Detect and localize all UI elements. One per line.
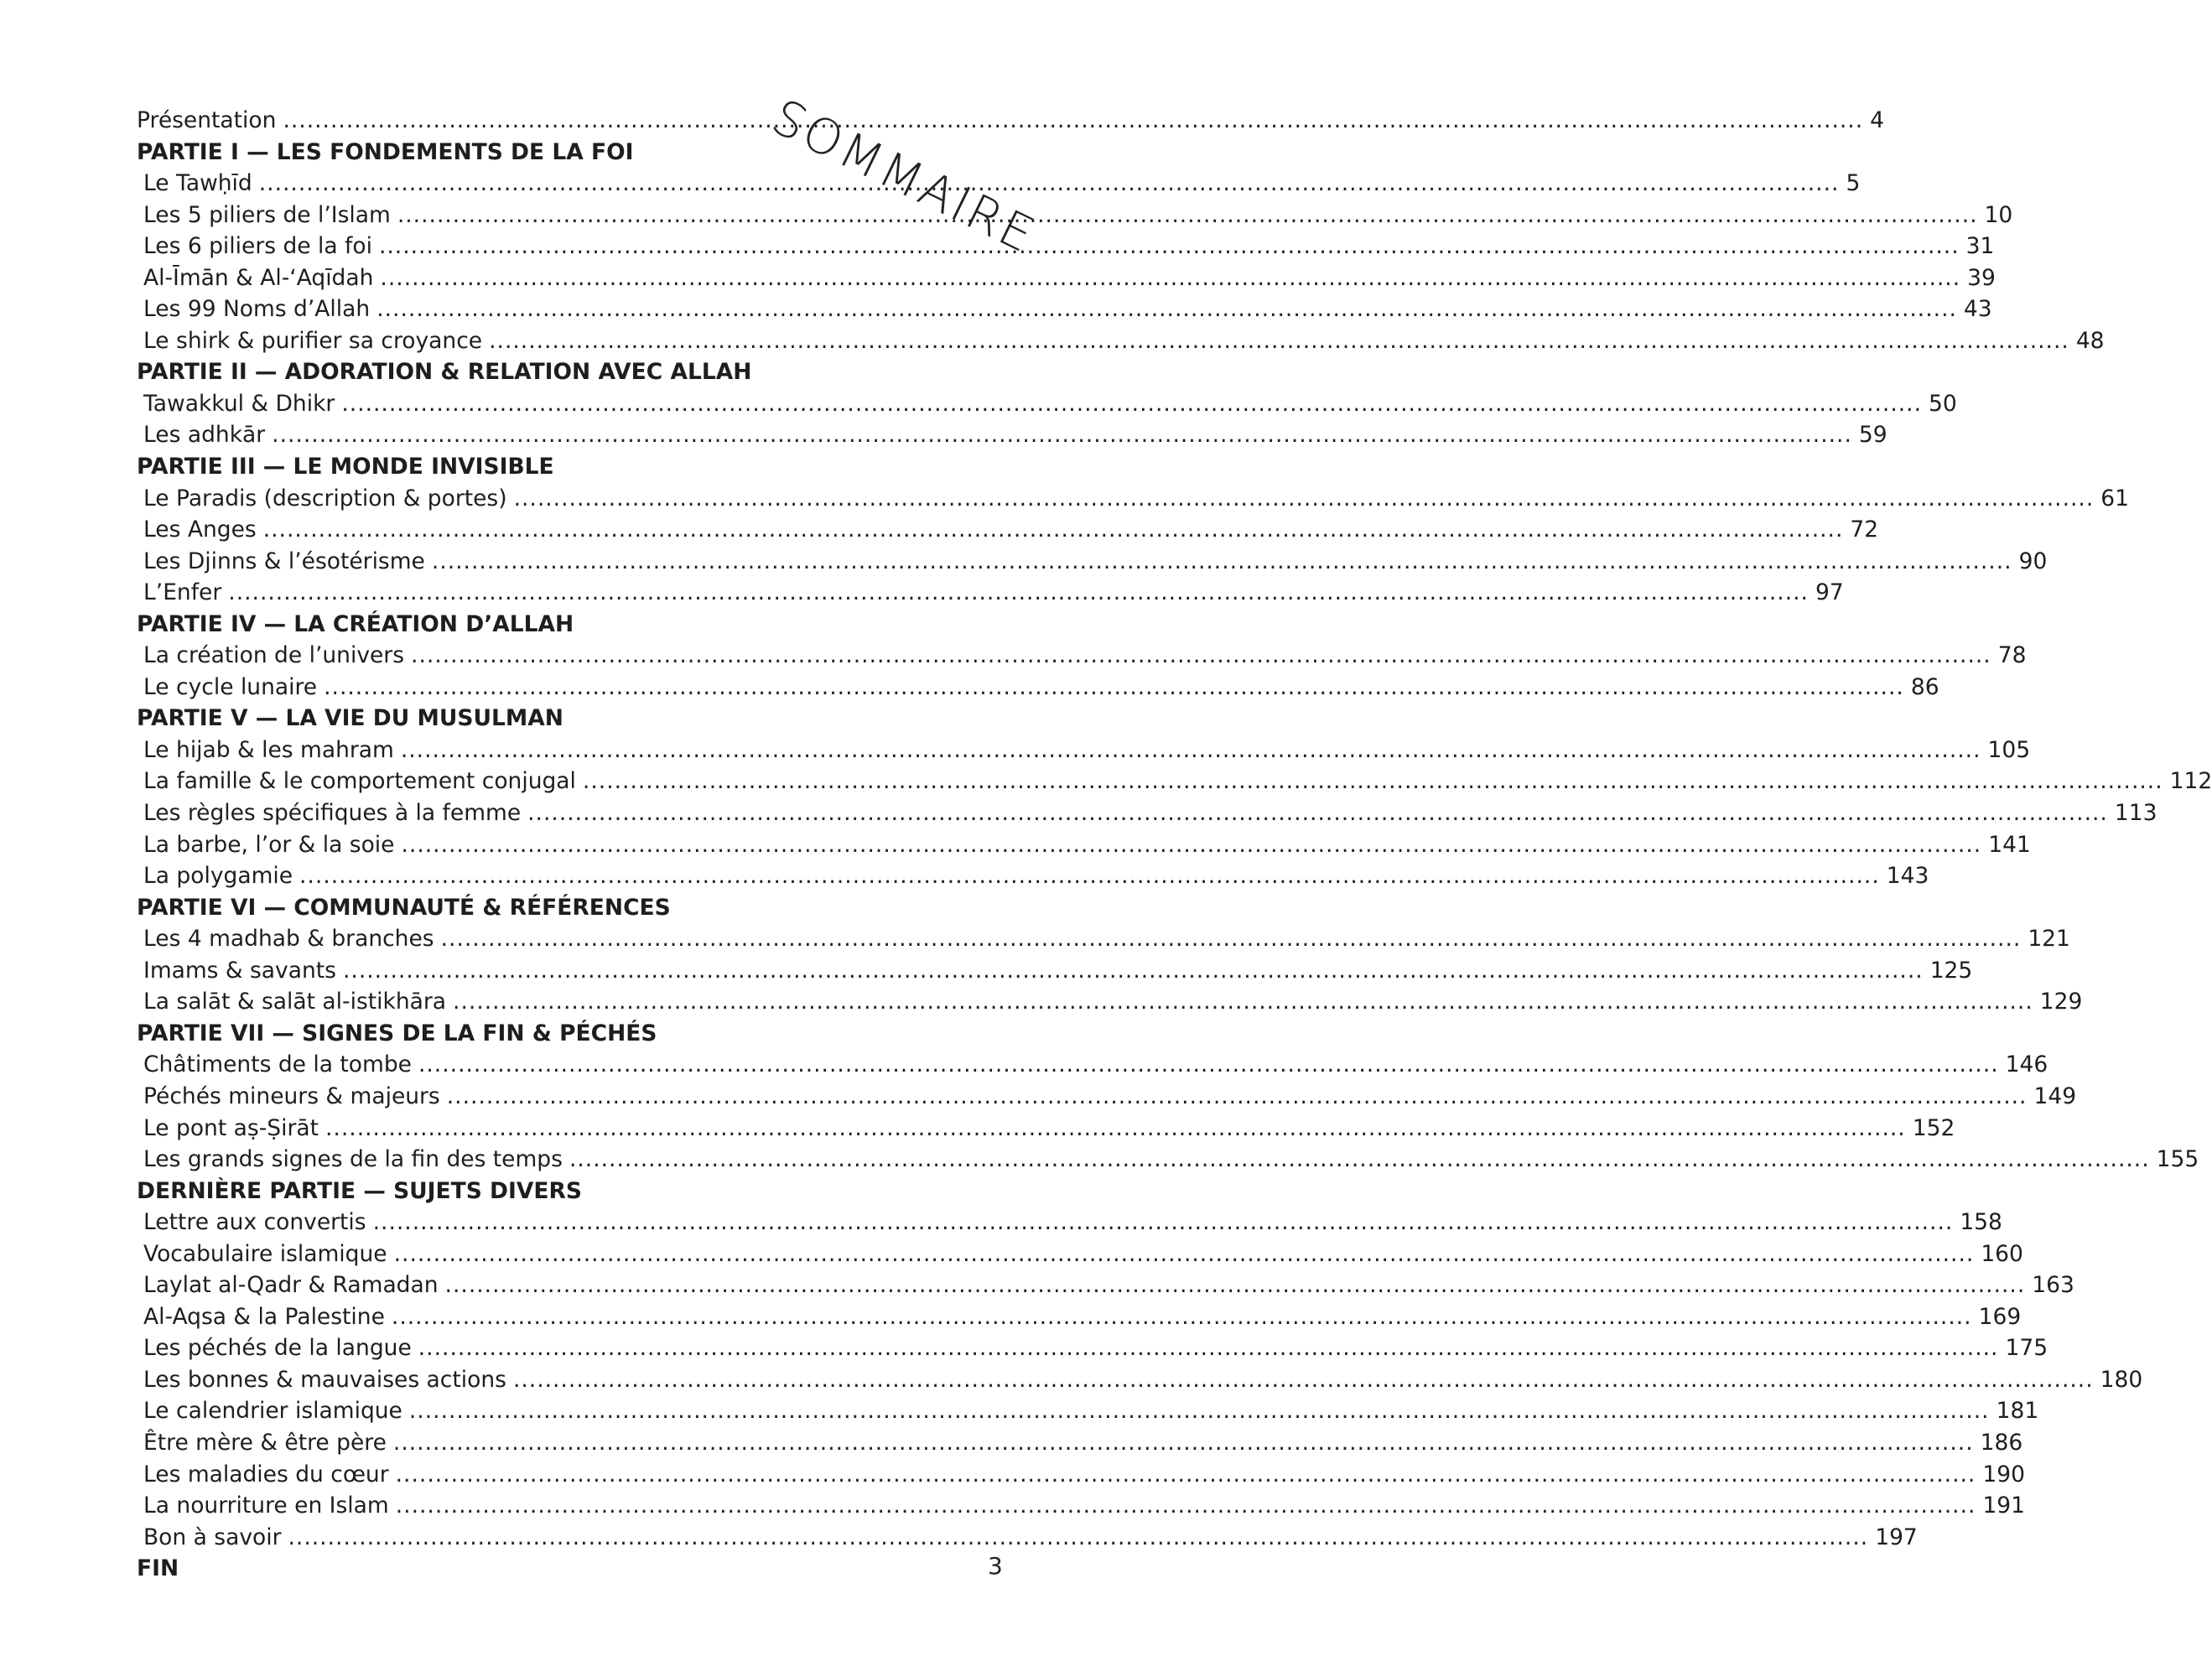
toc-entry-page: 105: [1987, 736, 2031, 763]
dot-leader: ........................................................................................................................................................................................................: [342, 957, 1924, 984]
toc-entry[interactable]: [137, 388, 1957, 420]
toc-entry[interactable]: [137, 1301, 2022, 1333]
dot-leader: ........................................................................................................................................................................................................: [444, 1272, 2026, 1299]
toc-entry-page: 10: [1984, 201, 2013, 228]
toc-part-heading[interactable]: PARTIE IV — LA CRÉATION D’ALLAH: [137, 610, 574, 637]
dot-leader: ........................................................................................................................................................................................................: [391, 1303, 1972, 1330]
toc-entry-title: Le Tawḥīd: [143, 170, 252, 197]
dot-leader: ........................................................................................................................................................................................................: [395, 1493, 1976, 1519]
toc-entry-page: 152: [1912, 1114, 1955, 1141]
toc-part-heading[interactable]: DERNIÈRE PARTIE — SUJETS DIVERS: [137, 1177, 582, 1204]
toc-entry-page: 39: [1967, 264, 1996, 291]
toc-entry[interactable]: [137, 262, 1996, 294]
toc-entry-title: Les Djinns & l’ésotérisme: [143, 548, 425, 574]
toc-entry[interactable]: [137, 1269, 2074, 1301]
toc-entry[interactable]: [137, 829, 2031, 861]
toc-entry-page: 97: [1815, 579, 1844, 606]
toc-entry[interactable]: [137, 483, 2130, 515]
dot-leader: ........................................................................................................................................................................................................: [299, 863, 1880, 890]
toc-entry[interactable]: [137, 923, 2070, 955]
toc-entry[interactable]: [137, 1427, 2023, 1459]
dot-leader: ........................................................................................................................................................................................................: [378, 233, 1960, 260]
toc-entry[interactable]: [137, 735, 2031, 766]
toc-entry[interactable]: [137, 200, 2013, 231]
toc-entry-page: 163: [2032, 1272, 2074, 1299]
toc-entry-page: 129: [2039, 989, 2083, 1015]
dot-leader: ........................................................................................................................................................................................................: [512, 1366, 2094, 1393]
toc-entry[interactable]: [137, 168, 1861, 200]
toc-entry-page: 155: [2156, 1146, 2199, 1173]
dot-leader: ........................................................................................................................................................................................................: [288, 1524, 1869, 1550]
toc-entry[interactable]: [137, 1522, 1918, 1554]
dot-leader: ........................................................................................................................................................................................................: [380, 264, 1961, 291]
toc-entry-title: Les Anges: [143, 517, 257, 543]
toc-entry-page: 141: [1988, 831, 2031, 858]
dot-leader: ........................................................................................................................................................................................................: [401, 831, 1982, 858]
toc-part-heading[interactable]: PARTIE VI — COMMUNAUTÉ & RÉFÉRENCES: [137, 894, 671, 921]
toc-entry-page: 125: [1929, 957, 1973, 984]
toc-entry[interactable]: [137, 1490, 2026, 1522]
toc-entry-title: Présentation: [137, 107, 277, 133]
toc-entry-page: 149: [2033, 1083, 2077, 1109]
dot-leader: ........................................................................................................................................................................................................: [453, 989, 2033, 1015]
toc-entry-page: 86: [1910, 673, 1939, 700]
toc-entry-title: Être mère & être père: [143, 1429, 387, 1456]
toc-entry-title: Le hijab & les mahram: [143, 736, 394, 763]
toc-entry-page: 113: [2114, 800, 2157, 827]
toc-entry[interactable]: [137, 1207, 2002, 1238]
toc-entry-title: La famille & le comportement conjugal: [143, 768, 576, 795]
toc-entry-page: 143: [1886, 863, 1929, 890]
toc-entry-page: 158: [1960, 1209, 2002, 1236]
dot-leader: ........................................................................................................................................................................................................: [418, 1051, 1999, 1078]
dot-leader: ........................................................................................................................................................................................................: [408, 1398, 1990, 1425]
toc-entry[interactable]: [137, 546, 2048, 578]
toc-entry-page: 48: [2075, 327, 2105, 354]
toc-entry-page: 186: [1980, 1429, 2023, 1456]
dot-leader: ........................................................................................................................................................................................................: [376, 296, 1957, 323]
dot-leader: ........................................................................................................................................................................................................: [400, 736, 1981, 763]
toc-entry-title: Les 4 madhab & branches: [143, 926, 434, 953]
toc-entry-page: 5: [1846, 170, 1861, 197]
dot-leader: ........................................................................................................................................................................................................: [228, 579, 1809, 606]
toc-entry-page: 43: [1963, 296, 1992, 323]
dot-leader: ........................................................................................................................................................................................................: [283, 107, 1864, 133]
toc-entry-title: La création de l’univers: [143, 642, 405, 669]
toc-entry-title: Vocabulaire islamique: [143, 1240, 387, 1267]
toc-entry-title: Bon à savoir: [143, 1524, 282, 1550]
toc-entry-title: Les maladies du cœur: [143, 1461, 389, 1487]
toc-entry-title: Les 99 Noms d’Allah: [143, 296, 371, 323]
dot-leader: ........................................................................................................................................................................................................: [411, 642, 1991, 669]
toc-entry[interactable]: [137, 231, 1995, 262]
toc-entry[interactable]: [137, 514, 1879, 546]
toc-entry-title: La polygamie: [143, 863, 293, 890]
toc-entry-page: 78: [1997, 642, 2027, 669]
toc-entry-title: Al-Īmān & Al-‘Aqīdah: [143, 264, 374, 291]
dot-leader: ........................................................................................................................................................................................................: [393, 1240, 1975, 1267]
toc-entry-title: Les péchés de la langue: [143, 1335, 412, 1362]
dot-leader: ........................................................................................................................................................................................................: [527, 800, 2108, 827]
toc-entry-page: 191: [1982, 1493, 2026, 1519]
toc-entry[interactable]: [137, 577, 1844, 609]
dot-leader: ........................................................................................................................................................................................................: [258, 170, 1840, 197]
toc-entry-page: 61: [2100, 485, 2130, 511]
toc-entry[interactable]: [137, 986, 2083, 1018]
toc-entry[interactable]: [137, 640, 2027, 672]
toc-entry-title: Les grands signes de la fin des temps: [143, 1146, 563, 1173]
toc-entry-title: Le cycle lunaire: [143, 673, 318, 700]
toc-entry-page: 90: [2018, 548, 2048, 574]
dot-leader: ........................................................................................................................................................................................................: [341, 390, 1923, 417]
toc-entry[interactable]: [137, 955, 1973, 987]
toc-entry[interactable]: [137, 1081, 2077, 1113]
toc-entry[interactable]: [137, 1332, 2048, 1364]
toc-entry-title: Le pont aṣ-Ṣirāt: [143, 1114, 319, 1141]
dot-leader: ........................................................................................................................................................................................................: [372, 1209, 1954, 1236]
toc-entry[interactable]: [137, 1238, 2023, 1270]
toc-entry[interactable]: [137, 1049, 2048, 1081]
dot-leader: ........................................................................................................................................................................................................: [569, 1146, 2150, 1173]
toc-part-heading[interactable]: PARTIE I — LES FONDEMENTS DE LA FOI: [137, 138, 634, 165]
dot-leader: ........................................................................................................................................................................................................: [397, 201, 1978, 228]
toc-entry-title: Les 5 piliers de l’Islam: [143, 201, 391, 228]
toc-entry-title: La salāt & salāt al-istikhāra: [143, 989, 447, 1015]
toc-entry-page: 112: [2169, 768, 2212, 795]
toc-entry-page: 59: [1858, 422, 1887, 449]
toc-entry-title: Lettre aux convertis: [143, 1209, 366, 1236]
toc-entry-page: 146: [2005, 1051, 2048, 1078]
toc-entry-title: Les 6 piliers de la foi: [143, 233, 372, 260]
toc-entry-title: La barbe, l’or & la soie: [143, 831, 395, 858]
dot-leader: ........................................................................................................................................................................................................: [513, 485, 2095, 511]
toc-entry-title: Les adhkār: [143, 422, 266, 449]
dot-leader: ........................................................................................................................................................................................................: [489, 327, 2069, 354]
dot-leader: ........................................................................................................................................................................................................: [446, 1083, 2028, 1109]
dot-leader: ........................................................................................................................................................................................................: [392, 1429, 1974, 1456]
toc-entry-page: 50: [1929, 390, 1957, 417]
toc-entry-page: 72: [1850, 517, 1879, 543]
dot-leader: ........................................................................................................................................................................................................: [325, 1114, 1906, 1141]
dot-leader: ........................................................................................................................................................................................................: [262, 517, 1844, 543]
toc-entry-page: 121: [2028, 926, 2070, 953]
sommaire-heading: SOMMAIRE: [763, 88, 1045, 265]
toc-entry[interactable]: [137, 1113, 1955, 1145]
dot-leader: ........................................................................................................................................................................................................: [440, 926, 2022, 953]
toc-entry[interactable]: [137, 672, 1939, 704]
toc-entry-page: 190: [1982, 1461, 2025, 1487]
toc-entry-page: 180: [2100, 1366, 2143, 1393]
page-number: 3: [988, 1552, 1003, 1580]
toc-entry-page: 169: [1978, 1303, 2022, 1330]
toc-entry-title: Châtiments de la tombe: [143, 1051, 412, 1078]
toc-end-label: FIN: [137, 1555, 179, 1582]
toc-entry-title: Imams & savants: [143, 957, 336, 984]
toc-entry-page: 160: [1981, 1240, 2023, 1267]
toc-entry-presentation[interactable]: [137, 105, 1885, 137]
toc-entry-title: Le Paradis (description & portes): [143, 485, 507, 511]
toc-entry-title: La nourriture en Islam: [143, 1493, 389, 1519]
toc-entry[interactable]: [137, 1395, 2039, 1427]
dot-leader: ........................................................................................................................................................................................................: [324, 673, 1904, 700]
toc-entry[interactable]: [137, 1364, 2143, 1396]
toc-entry[interactable]: [137, 1144, 2199, 1176]
toc-entry-title: Le shirk & purifier sa croyance: [143, 327, 483, 354]
toc-entry-page: 197: [1875, 1524, 1918, 1550]
toc-entry-title: Laylat al-Qadr & Ramadan: [143, 1272, 439, 1299]
toc-part-heading[interactable]: PARTIE V — LA VIE DU MUSULMAN: [137, 705, 563, 732]
toc-entry-title: Les bonnes & mauvaises actions: [143, 1366, 506, 1393]
toc-entry-page: 31: [1965, 233, 1995, 260]
toc-entry-page: 181: [1996, 1398, 2039, 1425]
toc-entry[interactable]: [137, 419, 1887, 451]
toc-entry[interactable]: [137, 797, 2157, 829]
toc-entry[interactable]: [137, 325, 2105, 357]
toc-entry-title: Péchés mineurs & majeurs: [143, 1083, 440, 1109]
dot-leader: ........................................................................................................................................................................................................: [272, 422, 1852, 449]
toc-part-heading[interactable]: PARTIE III — LE MONDE INVISIBLE: [137, 454, 554, 480]
toc-part-heading[interactable]: PARTIE VII — SIGNES DE LA FIN & PÉCHÉS: [137, 1020, 657, 1046]
toc-entry[interactable]: [137, 1459, 2025, 1491]
toc-entry[interactable]: [137, 860, 1929, 892]
toc-entry-page: 175: [2005, 1335, 2048, 1362]
toc-part-heading[interactable]: PARTIE II — ADORATION & RELATION AVEC ALLAH: [137, 359, 752, 386]
toc-entry-title: Al-Aqsa & la Palestine: [143, 1303, 385, 1330]
toc-entry-page: 4: [1870, 107, 1885, 133]
dot-leader: ........................................................................................................................................................................................................: [582, 768, 2163, 795]
dot-leader: ........................................................................................................................................................................................................: [418, 1335, 1999, 1362]
toc-entry-title: L’Enfer: [143, 579, 222, 606]
toc-entry[interactable]: [137, 766, 2212, 797]
toc-entry-title: Tawakkul & Dhikr: [143, 390, 335, 417]
toc-entry[interactable]: [137, 293, 1992, 325]
dot-leader: ........................................................................................................................................................................................................: [395, 1461, 1976, 1487]
dot-leader: ........................................................................................................................................................................................................: [431, 548, 2012, 574]
toc-entry-title: Le calendrier islamique: [143, 1398, 402, 1425]
toc-entry-title: Les règles spécifiques à la femme: [143, 800, 522, 827]
